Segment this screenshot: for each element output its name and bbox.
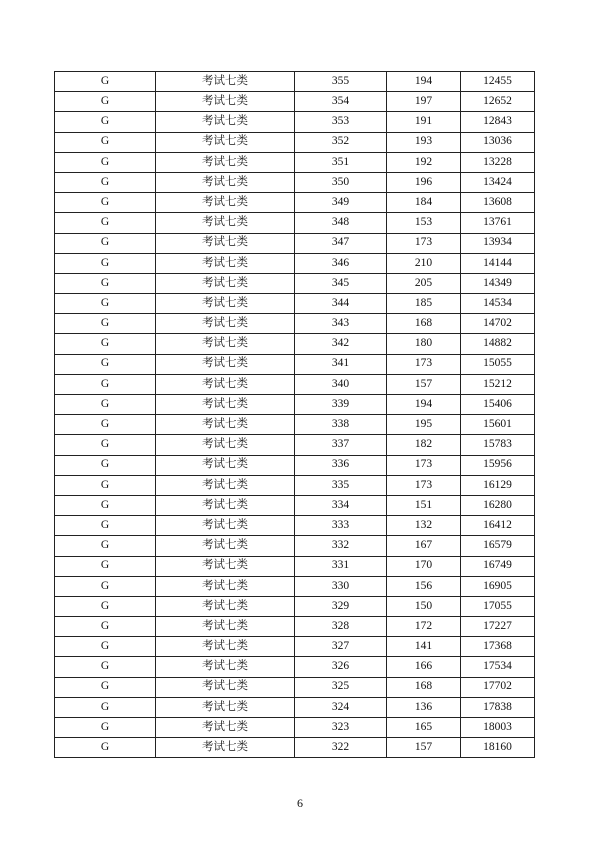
score-cell: 352 [295,132,387,152]
category-code-cell: G [55,314,156,334]
count-cell: 197 [387,92,461,112]
cumulative-count-cell: 16280 [461,495,535,515]
count-cell: 184 [387,193,461,213]
count-cell: 172 [387,617,461,637]
count-cell: 173 [387,354,461,374]
score-cell: 323 [295,718,387,738]
category-code-cell: G [55,374,156,394]
score-cell: 330 [295,576,387,596]
exam-type-cell: 考试七类 [156,92,295,112]
category-code-cell: G [55,657,156,677]
exam-type-cell: 考试七类 [156,132,295,152]
count-cell: 191 [387,112,461,132]
table-row [55,273,535,293]
table-row [55,132,535,152]
score-cell: 339 [295,395,387,415]
page-number: 6 [297,796,303,810]
exam-type-cell: 考试七类 [156,475,295,495]
table-row [55,92,535,112]
score-cell: 322 [295,738,387,758]
count-cell: 150 [387,596,461,616]
exam-type-cell: 考试七类 [156,253,295,273]
exam-type-cell: 考试七类 [156,172,295,192]
cumulative-count-cell: 15055 [461,354,535,374]
score-table [54,71,535,758]
score-cell: 344 [295,294,387,314]
category-code-cell: G [55,576,156,596]
score-cell: 347 [295,233,387,253]
score-cell: 337 [295,435,387,455]
count-cell: 182 [387,435,461,455]
count-cell: 173 [387,233,461,253]
exam-type-cell: 考试七类 [156,354,295,374]
cumulative-count-cell: 14702 [461,314,535,334]
category-code-cell: G [55,697,156,717]
table-row [55,152,535,172]
cumulative-count-cell: 15406 [461,395,535,415]
category-code-cell: G [55,495,156,515]
category-code-cell: G [55,132,156,152]
table-row [55,637,535,657]
table-row [55,475,535,495]
exam-type-cell: 考试七类 [156,72,295,92]
exam-type-cell: 考试七类 [156,455,295,475]
category-code-cell: G [55,273,156,293]
count-cell: 170 [387,556,461,576]
count-cell: 196 [387,172,461,192]
table-row [55,72,535,92]
count-cell: 141 [387,637,461,657]
score-cell: 336 [295,455,387,475]
category-code-cell: G [55,193,156,213]
exam-type-cell: 考试七类 [156,233,295,253]
category-code-cell: G [55,354,156,374]
cumulative-count-cell: 13228 [461,152,535,172]
category-code-cell: G [55,92,156,112]
exam-type-cell: 考试七类 [156,596,295,616]
count-cell: 151 [387,495,461,515]
score-cell: 355 [295,72,387,92]
count-cell: 165 [387,718,461,738]
category-code-cell: G [55,233,156,253]
exam-type-cell: 考试七类 [156,112,295,132]
count-cell: 168 [387,677,461,697]
score-cell: 324 [295,697,387,717]
exam-type-cell: 考试七类 [156,738,295,758]
table-row [55,596,535,616]
category-code-cell: G [55,677,156,697]
exam-type-cell: 考试七类 [156,516,295,536]
exam-type-cell: 考试七类 [156,273,295,293]
table-row [55,617,535,637]
score-cell: 334 [295,495,387,515]
category-code-cell: G [55,213,156,233]
category-code-cell: G [55,596,156,616]
table-row [55,495,535,515]
cumulative-count-cell: 12652 [461,92,535,112]
table-row [55,697,535,717]
count-cell: 192 [387,152,461,172]
cumulative-count-cell: 13424 [461,172,535,192]
count-cell: 153 [387,213,461,233]
score-cell: 341 [295,354,387,374]
category-code-cell: G [55,516,156,536]
category-code-cell: G [55,718,156,738]
category-code-cell: G [55,435,156,455]
count-cell: 166 [387,657,461,677]
table-row [55,334,535,354]
cumulative-count-cell: 14882 [461,334,535,354]
cumulative-count-cell: 16905 [461,576,535,596]
exam-type-cell: 考试七类 [156,395,295,415]
cumulative-count-cell: 17838 [461,697,535,717]
cumulative-count-cell: 15601 [461,415,535,435]
count-cell: 156 [387,576,461,596]
category-code-cell: G [55,617,156,637]
cumulative-count-cell: 15212 [461,374,535,394]
count-cell: 173 [387,455,461,475]
category-code-cell: G [55,637,156,657]
table-row [55,677,535,697]
table-row [55,657,535,677]
table-row [55,738,535,758]
table-row [55,193,535,213]
table-row [55,576,535,596]
exam-type-cell: 考试七类 [156,152,295,172]
score-cell: 329 [295,596,387,616]
score-cell: 327 [295,637,387,657]
table-row [55,718,535,738]
cumulative-count-cell: 12843 [461,112,535,132]
exam-type-cell: 考试七类 [156,435,295,455]
cumulative-count-cell: 13761 [461,213,535,233]
count-cell: 194 [387,395,461,415]
table-row [55,536,535,556]
table-row [55,112,535,132]
table-row [55,354,535,374]
category-code-cell: G [55,395,156,415]
cumulative-count-cell: 18160 [461,738,535,758]
table-row [55,395,535,415]
category-code-cell: G [55,152,156,172]
count-cell: 167 [387,536,461,556]
count-cell: 132 [387,516,461,536]
table-row [55,253,535,273]
cumulative-count-cell: 16412 [461,516,535,536]
exam-type-cell: 考试七类 [156,374,295,394]
category-code-cell: G [55,72,156,92]
cumulative-count-cell: 17368 [461,637,535,657]
count-cell: 136 [387,697,461,717]
table-row [55,455,535,475]
exam-type-cell: 考试七类 [156,556,295,576]
count-cell: 180 [387,334,461,354]
score-cell: 335 [295,475,387,495]
category-code-cell: G [55,294,156,314]
category-code-cell: G [55,253,156,273]
exam-type-cell: 考试七类 [156,536,295,556]
score-cell: 333 [295,516,387,536]
exam-type-cell: 考试七类 [156,495,295,515]
score-cell: 343 [295,314,387,334]
cumulative-count-cell: 15956 [461,455,535,475]
cumulative-count-cell: 17227 [461,617,535,637]
score-cell: 353 [295,112,387,132]
table-row [55,435,535,455]
cumulative-count-cell: 14144 [461,253,535,273]
category-code-cell: G [55,415,156,435]
score-cell: 338 [295,415,387,435]
table-row [55,556,535,576]
cumulative-count-cell: 13036 [461,132,535,152]
count-cell: 205 [387,273,461,293]
score-cell: 354 [295,92,387,112]
category-code-cell: G [55,455,156,475]
table-row [55,294,535,314]
table-row [55,516,535,536]
cumulative-count-cell: 17702 [461,677,535,697]
exam-type-cell: 考试七类 [156,697,295,717]
cumulative-count-cell: 14534 [461,294,535,314]
cumulative-count-cell: 16749 [461,556,535,576]
category-code-cell: G [55,556,156,576]
cumulative-count-cell: 17055 [461,596,535,616]
category-code-cell: G [55,112,156,132]
score-cell: 331 [295,556,387,576]
category-code-cell: G [55,738,156,758]
cumulative-count-cell: 12455 [461,72,535,92]
category-code-cell: G [55,334,156,354]
exam-type-cell: 考试七类 [156,576,295,596]
cumulative-count-cell: 13934 [461,233,535,253]
exam-type-cell: 考试七类 [156,213,295,233]
count-cell: 193 [387,132,461,152]
exam-type-cell: 考试七类 [156,718,295,738]
cumulative-count-cell: 18003 [461,718,535,738]
exam-type-cell: 考试七类 [156,314,295,334]
score-cell: 328 [295,617,387,637]
table-row [55,233,535,253]
exam-type-cell: 考试七类 [156,294,295,314]
table-row [55,314,535,334]
count-cell: 210 [387,253,461,273]
count-cell: 157 [387,738,461,758]
exam-type-cell: 考试七类 [156,334,295,354]
cumulative-count-cell: 16579 [461,536,535,556]
score-cell: 342 [295,334,387,354]
score-cell: 345 [295,273,387,293]
exam-type-cell: 考试七类 [156,415,295,435]
cumulative-count-cell: 17534 [461,657,535,677]
exam-type-cell: 考试七类 [156,677,295,697]
table-row [55,415,535,435]
count-cell: 157 [387,374,461,394]
exam-type-cell: 考试七类 [156,637,295,657]
count-cell: 168 [387,314,461,334]
score-cell: 325 [295,677,387,697]
cumulative-count-cell: 15783 [461,435,535,455]
score-cell: 349 [295,193,387,213]
score-cell: 340 [295,374,387,394]
table-row [55,374,535,394]
count-cell: 194 [387,72,461,92]
exam-type-cell: 考试七类 [156,193,295,213]
category-code-cell: G [55,475,156,495]
category-code-cell: G [55,536,156,556]
score-cell: 351 [295,152,387,172]
cumulative-count-cell: 13608 [461,193,535,213]
exam-type-cell: 考试七类 [156,617,295,637]
cumulative-count-cell: 16129 [461,475,535,495]
score-cell: 332 [295,536,387,556]
exam-type-cell: 考试七类 [156,657,295,677]
count-cell: 195 [387,415,461,435]
score-cell: 348 [295,213,387,233]
score-cell: 346 [295,253,387,273]
score-cell: 326 [295,657,387,677]
table-body [55,72,535,758]
table-row [55,213,535,233]
score-cell: 350 [295,172,387,192]
table-row [55,172,535,192]
count-cell: 185 [387,294,461,314]
cumulative-count-cell: 14349 [461,273,535,293]
count-cell: 173 [387,475,461,495]
category-code-cell: G [55,172,156,192]
